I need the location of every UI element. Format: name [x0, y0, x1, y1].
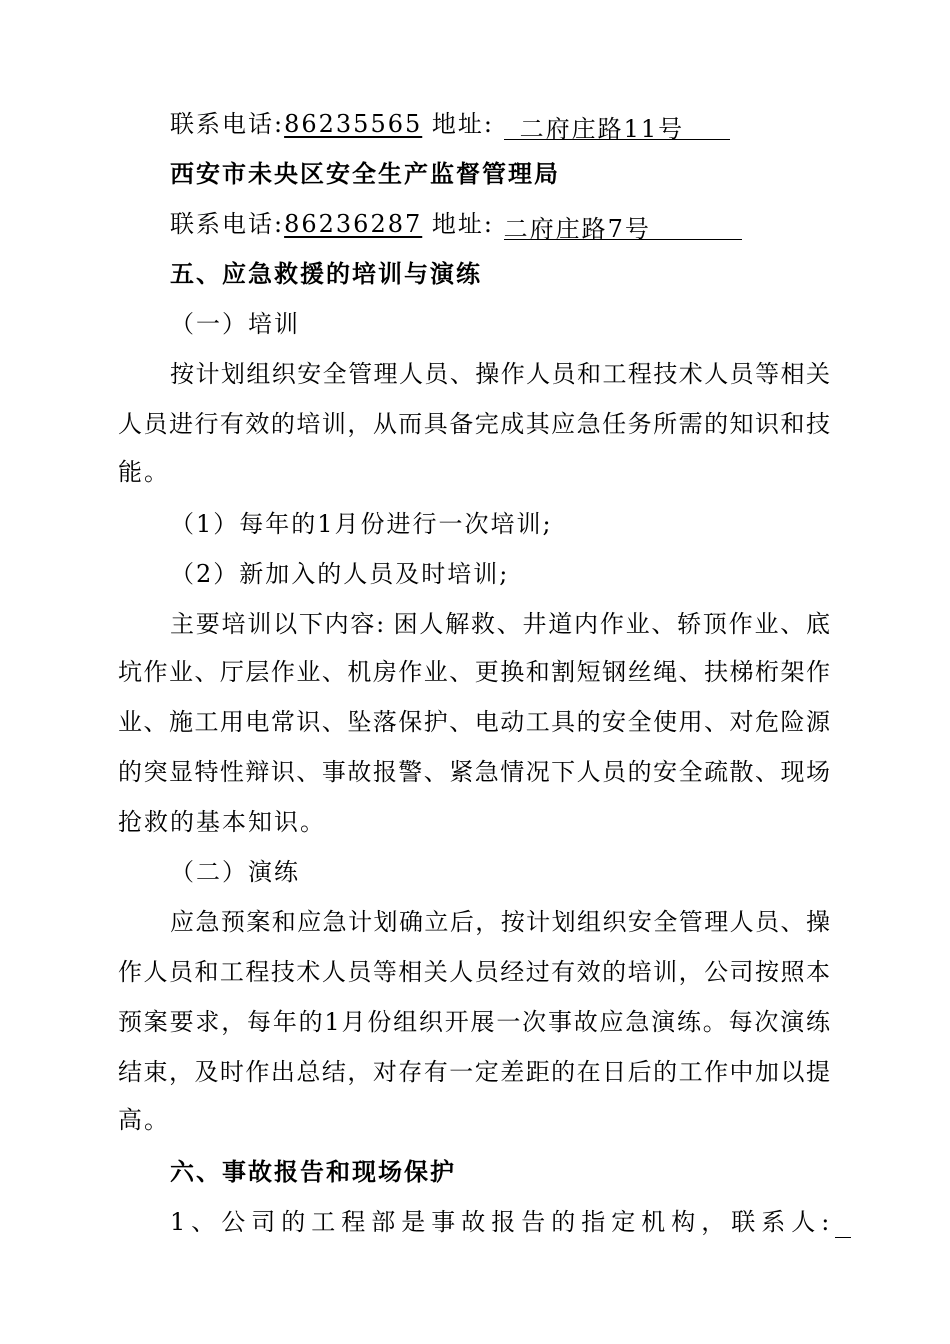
phone-label: 联系电话: [170, 110, 285, 138]
paragraph-line: 人员进行有效的培训，从而具备完成其应急任务所需的知识和技 [118, 410, 830, 438]
contact-line-1 [170, 108, 890, 143]
contact-line-2 [170, 208, 890, 243]
paragraph-line: 按计划组织安全管理人员、操作人员和工程技术人员等相关 [170, 360, 830, 388]
paragraph-line: 应急预案和应急计划确立后，按计划组织安全管理人员、操 [170, 908, 830, 936]
paragraph-line: 结束，及时作出总结，对存有一定差距的在日后的工作中加以提 [118, 1058, 830, 1086]
address-value: 二府庄路7号 [503, 215, 651, 243]
paragraph-line: 高。 [118, 1106, 170, 1134]
paragraph-line: 的突显特性辩识、事故报警、紧急情况下人员的安全疏散、现场 [118, 758, 830, 786]
section-heading-5: 五、应急救援的培训与演练 [170, 259, 482, 288]
paragraph-line: 能。 [118, 458, 170, 486]
subheading-drill: （二）演练 [170, 858, 300, 886]
address-value: 二府庄路11号 [519, 115, 685, 143]
address-underline [503, 213, 742, 243]
report-text: 1、公司的工程部是事故报告的指定机构，联系人: [170, 1208, 836, 1236]
list-item: （1）每年的1月份进行一次培训; [170, 510, 553, 538]
paragraph-line: 预案要求，每年的1月份组织开展一次事故应急演练。每次演练 [118, 1008, 830, 1036]
address-label: 地址: [431, 110, 494, 138]
report-line [170, 1206, 840, 1238]
paragraph-line: 作人员和工程技术人员等相关人员经过有效的培训，公司按照本 [118, 958, 830, 986]
organization-name: 西安市未央区安全生产监督管理局 [170, 159, 560, 188]
phone-number: 86236287 [284, 210, 423, 238]
phone-number: 86235565 [284, 110, 423, 138]
contact-blank [835, 1211, 851, 1238]
list-item: （2）新加入的人员及时培训; [170, 560, 510, 588]
address-label: 地址: [431, 210, 494, 238]
phone-label: 联系电话: [170, 210, 285, 238]
section-heading-6: 六、事故报告和现场保护 [170, 1157, 456, 1186]
paragraph-line: 业、施工用电常识、坠落保护、电动工具的安全使用、对危险源 [118, 708, 830, 736]
paragraph-line: 抢救的基本知识。 [118, 808, 326, 836]
address-underline [504, 113, 730, 143]
paragraph-line: 坑作业、厅层作业、机房作业、更换和割短钢丝绳、扶梯桁架作 [118, 658, 830, 686]
subheading-training: （一）培训 [170, 310, 300, 338]
paragraph-line: 主要培训以下内容: 困人解救、井道内作业、轿顶作业、底 [170, 610, 830, 638]
